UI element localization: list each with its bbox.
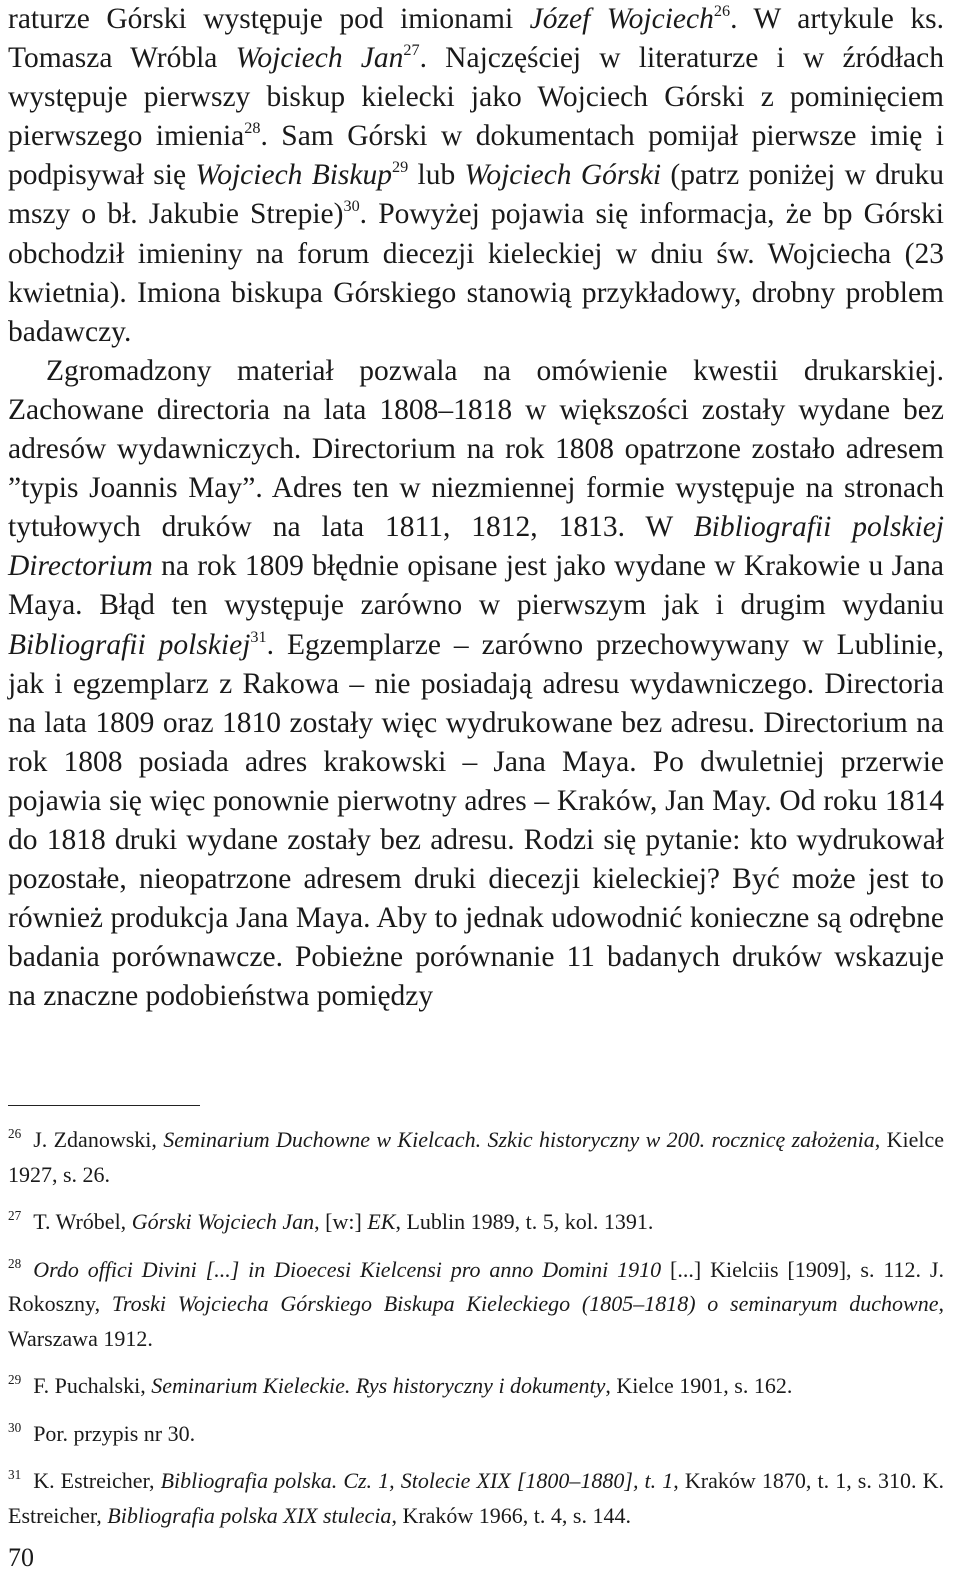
footnote <box>8 1369 944 1404</box>
footnote-number: 28 <box>8 1255 22 1271</box>
footnote <box>8 1253 944 1357</box>
text-run: , Kraków 1870, t. 1, s. 310. K. Estreicher, <box>8 1468 944 1528</box>
italic-text: Bibliografia polska XIX stulecia <box>107 1502 392 1528</box>
paragraph <box>8 352 944 1017</box>
footnote-number: 31 <box>8 1467 22 1483</box>
text-run: . W artykule ks. Tomasza Wróbla <box>8 3 944 75</box>
text-run: na rok 1809 błędnie opisane jest jako wydane w Krakowie u Jana Maya. Błąd ten występuje zarówno w pierwszym jak i drugim wydaniu <box>8 550 944 622</box>
text-run: . Powyżej pojawia się informacja, że bp Górski obchodził imieniny na forum diecezji kieleckiej w dniu św. Wojciecha (23 kwietnia). Imiona biskupa Górskiego stanowią przykładowy, drobny problem badawczy. <box>8 198 944 348</box>
text-run: (patrz poniżej w druku mszy o bł. Jakubie Strepie) <box>8 159 945 231</box>
footnote-number: 30 <box>8 1419 22 1435</box>
text-run: J. Zdanowski, <box>33 1127 164 1152</box>
text-run: K. Estreicher, <box>33 1468 161 1493</box>
footnote-ref: 28 <box>244 119 261 138</box>
text-run: . Sam Górski w dokumentach pomijał pierwsze imię i podpisywał się <box>8 120 944 192</box>
italic-text: EK <box>367 1209 396 1234</box>
text-run: , Kielce 1901, s. 162. <box>605 1373 793 1398</box>
footnote-ref: 31 <box>250 627 267 646</box>
footnote <box>8 1417 944 1452</box>
italic-text: Troski Wojciecha Górskiego Biskupa Kieleckiego (1805–1818) o seminaryum duchowne <box>111 1291 939 1316</box>
paragraph <box>8 0 944 352</box>
text-run: Por. przypis nr 30. <box>33 1420 196 1446</box>
text-run: T. Wróbel, <box>33 1209 132 1234</box>
italic-text: Górski Wojciech Jan <box>131 1209 315 1234</box>
italic-text: Bibliografii polskiej <box>8 628 251 661</box>
footnote-ref: 29 <box>392 158 409 177</box>
footnote-separator <box>8 1105 200 1106</box>
document-page <box>8 0 945 1572</box>
footnote-ref: 30 <box>343 197 360 216</box>
body-text <box>8 0 944 1016</box>
italic-text: Wojciech Jan <box>235 42 404 75</box>
footnotes <box>8 1123 944 1546</box>
text-run: , [w:] <box>314 1209 368 1234</box>
text-run: , Warszawa 1912. <box>8 1291 944 1351</box>
italic-text: Ordo offici Divini [...] in Dioecesi Kielcensi pro anno Domini 1910 <box>33 1256 662 1282</box>
italic-text: Seminarium Duchowne w Kielcach. Szkic historyczny w 200. rocznicę założenia <box>163 1127 875 1152</box>
text-run: , Lublin 1989, t. 5, kol. 1391. <box>395 1209 654 1234</box>
footnote-ref: 26 <box>713 1 731 20</box>
footnote <box>8 1205 944 1240</box>
footnote <box>8 1464 944 1533</box>
italic-text: Seminarium Kieleckie. Rys historyczny i dokumenty <box>151 1373 606 1398</box>
text-run: Zgromadzony materiał pozwala na omówienie kwestii drukarskiej. Zachowane directoria na lata 1808–1818 w większości zostały wydane bez adresów wydawniczych. Directorium na rok 1808 opatrzone zostało adresem ”typis Joannis May”. Adres ten w niezmiennej formie występuje na stronach tytułowych druków na lata 1811, 1812, 1813. W <box>8 354 944 544</box>
italic-text: Bibliografia polska. Cz. 1, Stolecie XIX [1800–1880], t. 1 <box>160 1468 674 1493</box>
footnote-number: 26 <box>8 1126 22 1142</box>
text-run: . Egzemplarze – zarówno przechowywany w Lublinie, jak i egzemplarz z Rakowa – nie posiadają adresu wydawniczego. Directoria na lata 1809 oraz 1810 zostały więc wydrukowane bez adresu. Directorium na rok 1808 posiada adres krakowski – Jana Maya. Po dwuletniej przerwie pojawia się więc ponownie pierwotny adres – Kraków, Jan May. Od roku 1814 do 1818 druki wydane zostały bez adresu. Rodzi się pytanie: kto wydrukował pozostałe, nieopatrzone adresem druki diecezji kieleckiej? Być może jest to również produkcja Jana Maya. Aby to jednak udowodnić konieczne są odrębne badania porównawcze. Pobieżne porównanie 11 badanych druków wskazuje na znaczne podobieństwa pomiędzy <box>8 628 944 1013</box>
text-run: . Najczęściej w literaturze i w źródłach występuje pierwszy biskup kielecki jako Wojciech Górski z pominięciem pierwszego imienia <box>8 42 944 153</box>
footnote-ref: 27 <box>403 40 420 59</box>
footnote-number: 27 <box>8 1208 22 1224</box>
footnote-number: 29 <box>8 1372 22 1388</box>
footnote <box>8 1123 944 1192</box>
text-run: [...] Kielciis [1909], s. 112. J. Rokoszny, <box>8 1256 944 1316</box>
text-run: lub <box>408 159 465 192</box>
italic-text: Wojciech Górski <box>464 159 662 192</box>
italic-text: Bibliografii polskiej Directorium <box>8 511 944 583</box>
text-run: F. Puchalski, <box>33 1373 152 1398</box>
text-run: , Kielce 1927, s. 26. <box>8 1127 945 1187</box>
italic-text: Józef Wojciech <box>529 3 714 35</box>
page-number: 70 <box>8 1543 34 1572</box>
text-run: raturze Górski występuje pod imionami <box>8 3 530 35</box>
italic-text: Wojciech Biskup <box>195 159 392 192</box>
text-run: , Kraków 1966, t. 4, s. 144. <box>391 1502 631 1528</box>
